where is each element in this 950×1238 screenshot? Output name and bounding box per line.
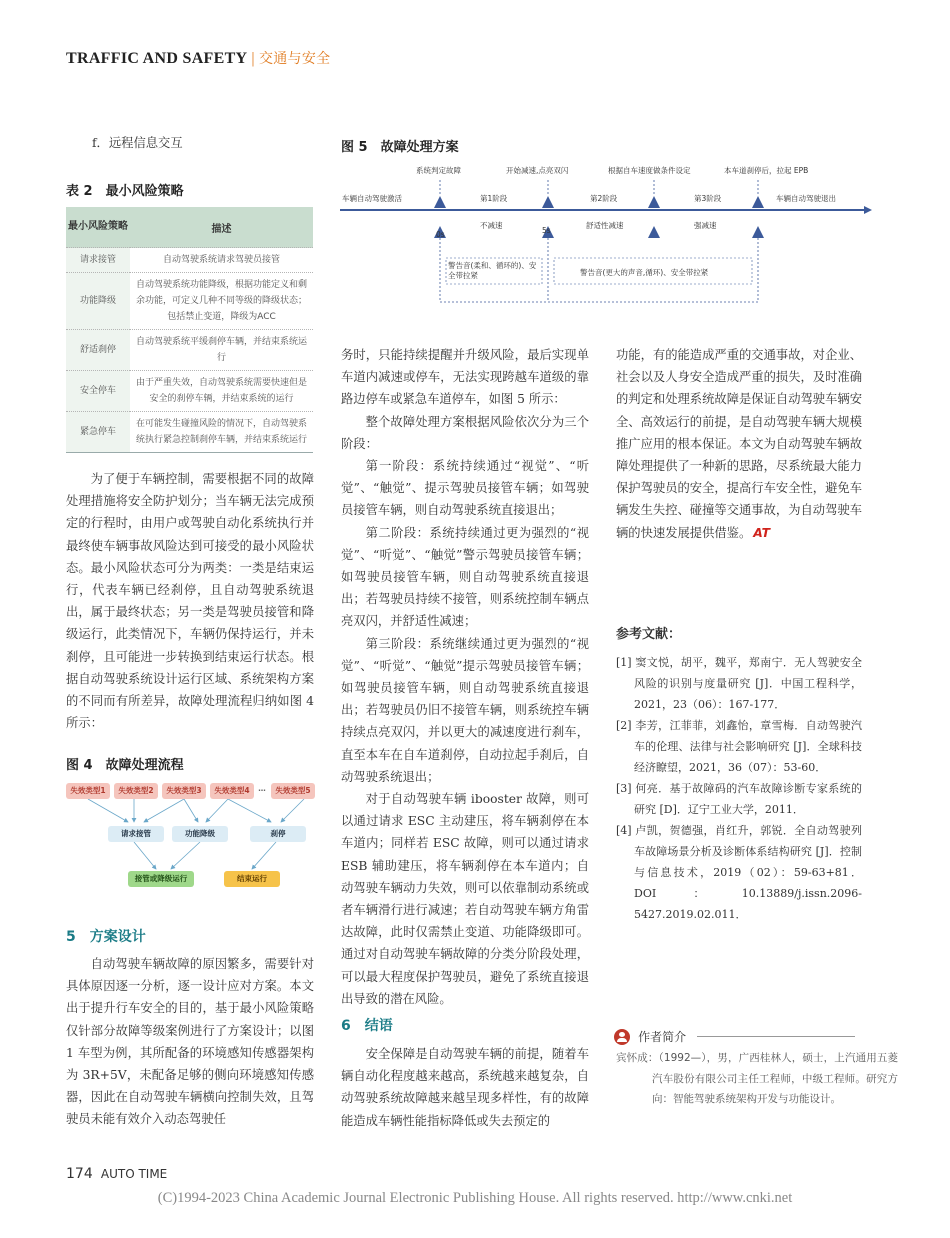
section-title: 结语 bbox=[364, 1018, 393, 1034]
body-paragraph: 务时，只能持续提醒并升级风险，最后实现单车道内减速或停车，无法实现跨越车道级的靠路边停车或紧急车道停车，如图 5 所示： bbox=[341, 348, 589, 407]
conclusion-text: 功能，有的能造成严重的交通事故，对企业、社会以及人身安全造成严重的损失，及时准确的判定和处理系统故障是保证自动驾驶车辆安全、高效运行的前提，是自动驾驶车辆大规模推广应用的根本保证。本文为自动驾驶车辆故障处理提供了一种新的思路，尽系统最大能力保护驾驶员的安全，提高行车安全性，避免车辆发生失控、碰撞等交通事故，为自动驾驶车辆的快速发展提供借鉴。 bbox=[616, 348, 862, 540]
table-cell: 自动驾驶系统功能降级，根据功能定义和剩余功能，可定义几种不同等级的降级状态；包括禁止变道，降级为ACC bbox=[130, 273, 313, 330]
body-paragraph bbox=[616, 344, 862, 544]
table-row bbox=[66, 412, 313, 453]
references-list bbox=[616, 652, 862, 925]
stage-3: 第3阶段 bbox=[694, 194, 722, 203]
section-number: 6 bbox=[341, 1018, 351, 1034]
section-6-heading bbox=[341, 1015, 393, 1035]
author-heading bbox=[614, 1026, 862, 1045]
table-row bbox=[66, 371, 313, 412]
body-paragraph: 自动驾驶车辆故障的原因繁多，需要针对具体原因逐一分析，逐一设计应对方案。本文出于提升行车安全的目的，基于最小风险策略仅针部分故障等级案例进行了方案设计；以图 1 车型为例，其所配备的环境感知传感器架构为 3R+5V，未配备足够的侧向环境感知传感器，因此在自动驾驶车辆横向控制失效，且驾驶员未能有效介入动态驾驶任 bbox=[66, 957, 314, 1127]
section-title: 方案设计 bbox=[89, 929, 146, 945]
fault-type-box: 失效类型5 bbox=[271, 783, 315, 799]
left-paragraph-1 bbox=[66, 468, 314, 734]
reference-item: [1] 窦文悦，胡平，魏平，郑南宁．无人驾驶安全风险的识别与度量研究 [J]．中国工程科学，2021，23（06）：167-177． bbox=[616, 656, 862, 711]
time-0s: 0s bbox=[436, 230, 445, 239]
takeover-or-degrade-box: 接管或降级运行 bbox=[128, 871, 194, 887]
stage-2: 第2阶段 bbox=[590, 194, 618, 203]
table-cell: 舒适刹停 bbox=[66, 330, 130, 371]
brake-stop-box: 刹停 bbox=[250, 826, 306, 842]
table-cell: 请求接管 bbox=[66, 248, 130, 273]
time-5s: 5s bbox=[542, 226, 551, 235]
table-row bbox=[66, 248, 313, 273]
item-f: f．远程信息交互 bbox=[92, 136, 183, 150]
author-icon bbox=[614, 1029, 630, 1045]
copyright-notice: (C)1994-2023 China Academic Journal Electronic Publishing House. All rights reserved. http://www.cnki.net bbox=[157, 1190, 793, 1206]
table-cell: 安全停车 bbox=[66, 371, 130, 412]
table-cell: 自动驾驶系统请求驾驶员接管 bbox=[130, 248, 313, 273]
mode-strong-decel: 强减速 bbox=[694, 221, 717, 230]
reference-item: [3] 何亮．基于故障码的汽车故障诊断专家系统的研究 [D]．辽宁工业大学，2011． bbox=[616, 782, 862, 816]
function-degrade-box: 功能降级 bbox=[172, 826, 228, 842]
stage-1: 第1阶段 bbox=[480, 194, 508, 203]
body-paragraph: 安全保障是自动驾驶车辆的前提，随着车辆自动化程度越来越高，系统越来越复杂，自动驾驶系统故障越来越呈现多样性，有的故障能造成车辆性能指标降低或失去预定的 bbox=[341, 1047, 589, 1128]
label-ad-exit: 车辆自动驾驶退出 bbox=[776, 194, 836, 203]
right-column-text bbox=[616, 344, 862, 544]
table-cell: 由于严重失效，自动驾驶系统需要快速但是安全的刹停车辆，并结束系统的运行 bbox=[130, 371, 313, 412]
body-paragraph: 第三阶段：系统继续通过更为强烈的“视觉”、“听觉”、“触觉”提示驾驶员接管车辆；如驾驶员接管车辆，则自动驾驶系统直接退出；若驾驶员仍旧不接管车辆，则系统控车辆持续点亮双闪，并以更大的减速度进行刹车，直至本车在自车道刹停，自动拉起手刹后，自动驾驶系统退出； bbox=[341, 636, 589, 784]
body-paragraph: 第一阶段：系统持续通过“视觉”、“听觉”、“触觉”、提示驾驶员接管车辆；如驾驶员接管车辆，则自动驾驶系统直接退出； bbox=[341, 459, 589, 518]
label-start-decel: 开始减速,点亮双闪 bbox=[506, 166, 569, 175]
journal-footer-name: AUTO TIME bbox=[100, 1167, 168, 1181]
body-paragraph: 整个故障处理方案根据风险依次分为三个阶段： bbox=[341, 414, 589, 451]
body-paragraph: 为了便于车辆控制，需要根据不同的故障处理措施将安全防护划分；当车辆无法完成预定的行程时，由用户或驾驶自动化系统执行并最终使车辆事故风险达到可接受的最小风险状态。最小风险状态可分为两类：一类是结束运行，代表车辆已经刹停，且自动驾驶系统退出，属于最终状态；另一类是驾驶员接管和降级运行，此类情况下，车辆仍保持运行，并未刹停，且可能进一步转换到结束运行状态。根据自动驾驶系统设计运行区域、系统架构方案的不同而有所差异，故障处理流程归纳如图 4 所示： bbox=[66, 472, 314, 731]
risk-strategy-table bbox=[66, 207, 313, 453]
fault-type-box: 失效类型1 bbox=[66, 783, 110, 799]
fault-timeline-figure bbox=[340, 158, 880, 308]
table-cell: 功能降级 bbox=[66, 273, 130, 330]
journal-header bbox=[66, 48, 330, 68]
header-separator: | bbox=[251, 50, 255, 67]
mode-comfort-decel: 舒适性减速 bbox=[586, 221, 624, 230]
fig5-caption: 图 5 故障处理方案 bbox=[341, 140, 459, 155]
references-title: 参考文献： bbox=[616, 627, 682, 642]
fig4-caption: 图 4 故障处理流程 bbox=[66, 758, 184, 773]
table-cell: 自动驾驶系统平缓刹停车辆，并结束系统运行 bbox=[130, 330, 313, 371]
section-number: 5 bbox=[66, 929, 76, 945]
table-header-strategy: 最小风险策略 bbox=[66, 207, 130, 248]
journal-name-en: TRAFFIC AND SAFETY bbox=[66, 50, 248, 67]
author-divider bbox=[697, 1036, 855, 1037]
reference-item: [2] 李芳，江菲菲，刘鑫怡，章雪梅．自动驾驶汽车的伦理、法律与社会影响研究 [J]．全球科技经济瞭望，2021，36（07）：53-60． bbox=[616, 719, 862, 774]
label-speed-condition: 根据自车速度做条件设定 bbox=[608, 166, 691, 175]
table-row bbox=[66, 330, 313, 371]
request-takeover-box: 请求接管 bbox=[108, 826, 164, 842]
body-paragraph: 第二阶段：系统持续通过更为强烈的“视觉”、“听觉”、“触觉”警示驾驶员接管车辆；如驾驶员接管车辆，则自动驾驶系统直接退出；若驾驶员持续不接管，则系统控制车辆点亮双闪，并舒适性减速； bbox=[341, 525, 589, 629]
fault-type-box: 失效类型4 bbox=[210, 783, 254, 799]
fault-type-box: 失效类型2 bbox=[114, 783, 158, 799]
reference-item: [4] 卢凯，贺德强，肖红升，郭锐．全自动驾驶列车故障场景分析及诊断体系结构研究 [J]．控制与信息技术，2019（02）：59-63+81．DOI：10.13889/j.issn.2096-5427.2019.02.011． bbox=[616, 824, 862, 921]
table-caption: 表 2 最小风险策略 bbox=[66, 184, 184, 199]
timeline-graphics bbox=[340, 158, 880, 308]
table-cell: 在可能发生碰撞风险的情况下，自动驾驶系统执行紧急控制刹停车辆，并结束系统运行 bbox=[130, 412, 313, 453]
table-header-row bbox=[66, 207, 313, 248]
page-number: 174 bbox=[66, 1166, 93, 1182]
label-system-fault: 系统判定故障 bbox=[416, 166, 461, 175]
author-bio: 宾怀成：（1992—），男，广西桂林人，硕士，上汽通用五菱汽车股份有限公司主任工程师，中级工程师。研究方向：智能驾驶系统架构开发与功能设计。 bbox=[616, 1052, 898, 1105]
warning-loud: 警告音(更大的声音,循环)、安全带拉紧 bbox=[580, 268, 709, 277]
middle-column-text bbox=[341, 344, 589, 1010]
table-header-description: 描述 bbox=[130, 207, 313, 248]
left-paragraph-2 bbox=[66, 953, 314, 1131]
table-row bbox=[66, 273, 313, 330]
label-stop-epb: 本车道刹停后，拉起 EPB bbox=[724, 166, 809, 175]
mode-no-decel: 不减速 bbox=[480, 221, 503, 230]
middle-conclusion bbox=[341, 1043, 589, 1132]
label-ad-active: 车辆自动驾驶激活 bbox=[342, 194, 402, 203]
page-footer bbox=[66, 1166, 167, 1182]
author-title: 作者简介 bbox=[638, 1030, 687, 1044]
journal-name-cn: 交通与安全 bbox=[258, 51, 331, 67]
warning-soft: 警告音(柔和、循环的)、安全带拉紧 bbox=[448, 261, 537, 280]
end-mark-logo: AT bbox=[753, 525, 771, 540]
fault-type-box: 失效类型3 bbox=[162, 783, 206, 799]
fault-flowchart bbox=[66, 780, 316, 892]
ellipsis: … bbox=[258, 784, 266, 793]
end-operation-box: 结束运行 bbox=[224, 871, 280, 887]
body-paragraph: 对于自动驾驶车辆 ibooster 故障，则可以通过请求 ESC 主动建压，将车辆刹停在本车道内；同样若 ESC 故障，则可以通过请求 ESB 辅助建压，将车辆刹停在本车道内；自动驾驶车辆动力失效，则可以依靠制动系统或者车辆滑行进行减速；若自动驾驶车辆方角雷达故障，此时仅需禁止变道、功能降级即可。通过对自动驾驶车辆故障的分类分阶段处理，可以最大程度保护驾驶员，避免了系统直接退出导致的潜在风险。 bbox=[341, 792, 589, 1006]
section-5-heading bbox=[66, 926, 146, 946]
table-cell: 紧急停车 bbox=[66, 412, 130, 453]
